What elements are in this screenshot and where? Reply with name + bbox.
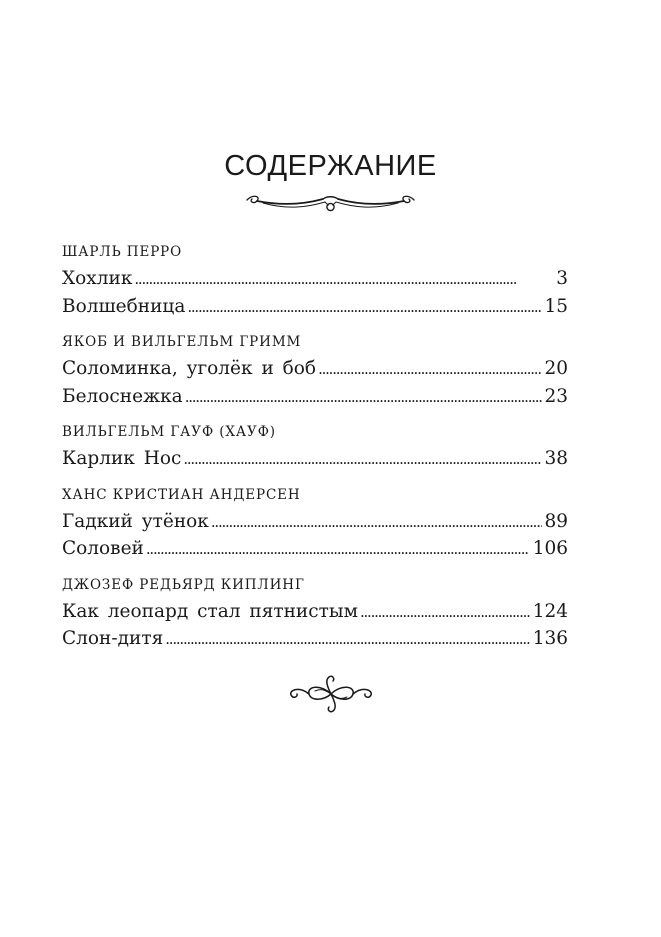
toc-entry[interactable] [62, 293, 568, 321]
entry-title: Волшебница [62, 295, 186, 317]
entry-title: Соловей [62, 538, 144, 559]
page-title: СОДЕРЖАНИЕ [224, 150, 437, 182]
dot-leader [187, 294, 542, 322]
toc-entry[interactable] [62, 535, 568, 563]
entry-title: Как леопард стал пятнистым [62, 600, 358, 622]
page-number: 124 [532, 600, 568, 622]
dot-leader [134, 266, 554, 294]
author-heading: ВИЛЬГЕЛЬМ ГАУФ (ХАУФ) [62, 424, 276, 440]
table-of-contents [62, 243, 568, 653]
entry-title: Гадкий утёнок [62, 510, 209, 532]
author-heading: ДЖОЗЕФ РЕДЬЯРД КИПЛИНГ [62, 576, 305, 593]
entry-title: Слон-дитя [62, 628, 164, 649]
toc-entry[interactable] [62, 445, 568, 473]
page-number: 136 [532, 628, 568, 649]
author-heading: ШАРЛЬ ПЕРРО [62, 244, 183, 260]
dot-leader [183, 446, 542, 474]
toc-entry[interactable] [62, 625, 568, 653]
entry-title: Белоснежка [62, 385, 183, 407]
toc-entry[interactable] [62, 598, 568, 626]
author-heading: ЯКОБ И ВИЛЬГЕЛЬМ ГРИММ [62, 334, 302, 350]
entry-title: Хохлик [62, 268, 133, 289]
dot-leader [360, 599, 531, 627]
entry-title: Карлик Нос [62, 448, 182, 469]
toc-entry[interactable] [62, 383, 568, 411]
page-number: 3 [556, 268, 568, 289]
toc-entry[interactable] [62, 355, 568, 383]
dot-leader [211, 509, 543, 537]
page-number: 106 [532, 538, 568, 559]
dot-leader [185, 384, 543, 412]
dot-leader [146, 536, 531, 564]
page-number: 20 [544, 358, 568, 379]
author-heading: ХАНС КРИСТИАН АНДЕРСЕН [62, 486, 301, 503]
page-number: 15 [544, 295, 568, 317]
dot-leader [165, 626, 530, 654]
flourish-knot-icon [285, 674, 377, 714]
page-number: 89 [544, 510, 568, 532]
page-number: 23 [544, 385, 568, 407]
page-number: 38 [544, 448, 568, 469]
toc-entry[interactable] [62, 508, 568, 536]
entry-title: Соломинка, уголёк и боб [62, 358, 317, 379]
flourish-divider-icon [243, 190, 418, 214]
dot-leader [318, 356, 542, 384]
toc-entry[interactable] [62, 265, 568, 293]
